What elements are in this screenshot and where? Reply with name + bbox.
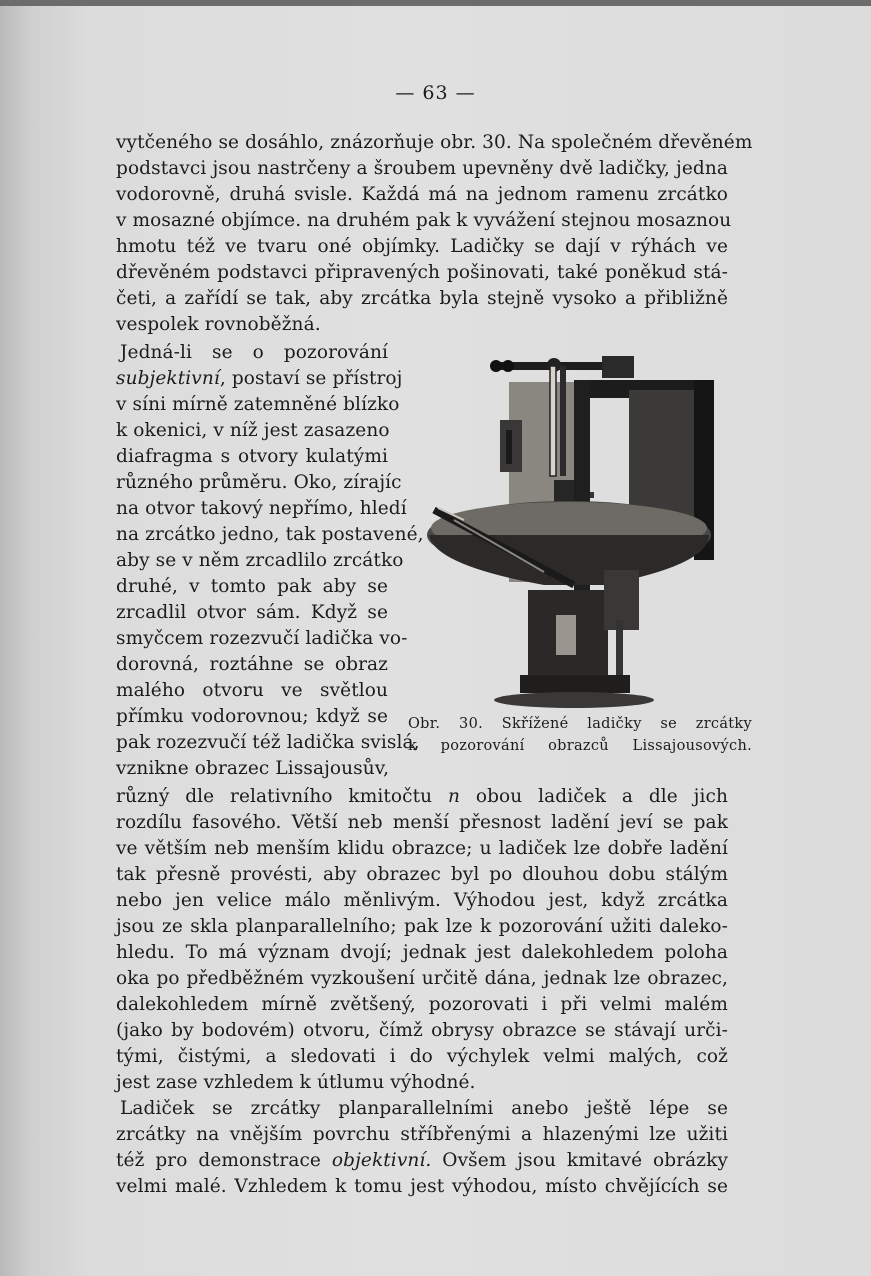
- text-line: Jedná-li se o pozorování: [120, 342, 388, 363]
- text-line: druhé, v tomto pak aby se: [116, 576, 388, 597]
- figure-tuning-forks: [424, 350, 714, 710]
- text-line: na otvor takový nepřímo, hledí: [116, 498, 407, 519]
- text-line: v mosazné objímce. na druhém pak k vyvážení stejnou mosaznou: [116, 210, 732, 231]
- text-line: vodorovně, druhá svisle. Každá má na jednom ramenu zrcátko: [116, 184, 728, 205]
- text-line: rozdílu fasového. Větší neb menší přesnost ladění jeví se pak: [116, 812, 728, 833]
- text-line: dalekohledem mírně zvětšený, pozorovati i při velmi malém: [116, 994, 728, 1015]
- variable-n: n: [448, 786, 461, 807]
- text-line: vytčeného se dosáhlo, znázorňuje obr. 30. Na společném dřevěném: [116, 132, 753, 153]
- text-line: pak rozezvučí též ladička svislá,: [116, 732, 420, 753]
- text-line-italic: subjektivní, postaví se přístroj: [116, 368, 403, 389]
- text-line: dřevěném podstavci připravených pošinovati, také poněkud stá-: [116, 262, 728, 283]
- italic-term: objektivní.: [331, 1150, 432, 1171]
- text-line: četi, a zařídí se tak, aby zrcátka byla stejně vysoko a přibližně: [116, 288, 728, 309]
- text-line: na zrcátko jedno, tak postavené,: [116, 524, 424, 545]
- text-line: oka po předběžném vyzkoušení určitě dána, jednak lze obrazec,: [116, 968, 728, 989]
- text-line: vznikne obrazec Lissajousův,: [116, 758, 390, 779]
- figure-caption-line-1: Obr. 30. Skřížené ladičky se zrcátky: [408, 716, 752, 732]
- figure-caption-line-2: k pozorování obrazců Lissajousových.: [408, 738, 752, 754]
- text-line: malého otvoru ve světlou: [116, 680, 388, 701]
- text-line: (jako by bodovém) otvoru, čímž obrysy obrazce se stávají urči-: [116, 1020, 728, 1041]
- scan-edge-shadow: [0, 0, 871, 6]
- text-line: vespolek rovnoběžná.: [116, 314, 321, 335]
- text-line: velmi malé. Vzhledem k tomu jest výhodou, místo chvějících se: [116, 1176, 728, 1197]
- text-line: nebo jen velice málo měnlivým. Výhodou jest, když zrcátka: [116, 890, 728, 911]
- page-number: — 63 —: [395, 82, 476, 104]
- text-line: též pro demonstrace objektivní. Ovšem jsou kmitavé obrázky: [116, 1150, 729, 1171]
- text-line: zrcátky na vnějším povrchu stříbřenými a hlazenými lze užiti: [116, 1124, 728, 1145]
- text-line: přímku vodorovnou; když se: [116, 706, 388, 727]
- text-line: aby se v něm zrcadlilo zrcátko: [116, 550, 404, 571]
- text-line: smyčcem rozezvučí ladička vo-: [116, 628, 408, 649]
- text-line: tými, čistými, a sledovati i do výchylek velmi malých, což: [116, 1046, 728, 1067]
- text-line: tak přesně provésti, aby obrazec byl po dlouhou dobu stálým: [116, 864, 728, 885]
- text-line: hmotu též ve tvaru oné objímky. Ladičky se dají v rýhách ve: [116, 236, 728, 257]
- text-line: ve větším neb menším klidu obrazce; u ladiček lze dobře ladění: [116, 838, 728, 859]
- text-line: diafragma s otvory kulatými: [116, 446, 388, 467]
- text-line: hledu. To má význam dvojí; jednak jest dalekohledem poloha: [116, 942, 728, 963]
- text-line: jsou ze skla planparallelního; pak lze k pozorování užiti daleko-: [116, 916, 728, 937]
- text-line: Ladiček se zrcátky planparallelními anebo ještě lépe se: [120, 1098, 728, 1119]
- tuning-fork-apparatus-illustration: [424, 350, 714, 710]
- text-line: podstavci jsou nastrčeny a šroubem upevněny dvě ladičky, jedna: [116, 158, 728, 179]
- text-line: jest zase vzhledem k útlumu výhodné.: [116, 1072, 476, 1093]
- text-line: v síni mírně zatemněné blízko: [116, 394, 400, 415]
- text-line: dorovná, roztáhne se obraz: [116, 654, 388, 675]
- text-line: různého průměru. Oko, zírajíc: [116, 472, 402, 493]
- italic-term: subjektivní: [116, 368, 220, 389]
- text-line: různý dle relativního kmitočtu n obou ladiček a dle jich: [116, 786, 729, 807]
- text-line: k okenici, v níž jest zasazeno: [116, 420, 390, 441]
- text-line: zrcadlil otvor sám. Když se: [116, 602, 388, 623]
